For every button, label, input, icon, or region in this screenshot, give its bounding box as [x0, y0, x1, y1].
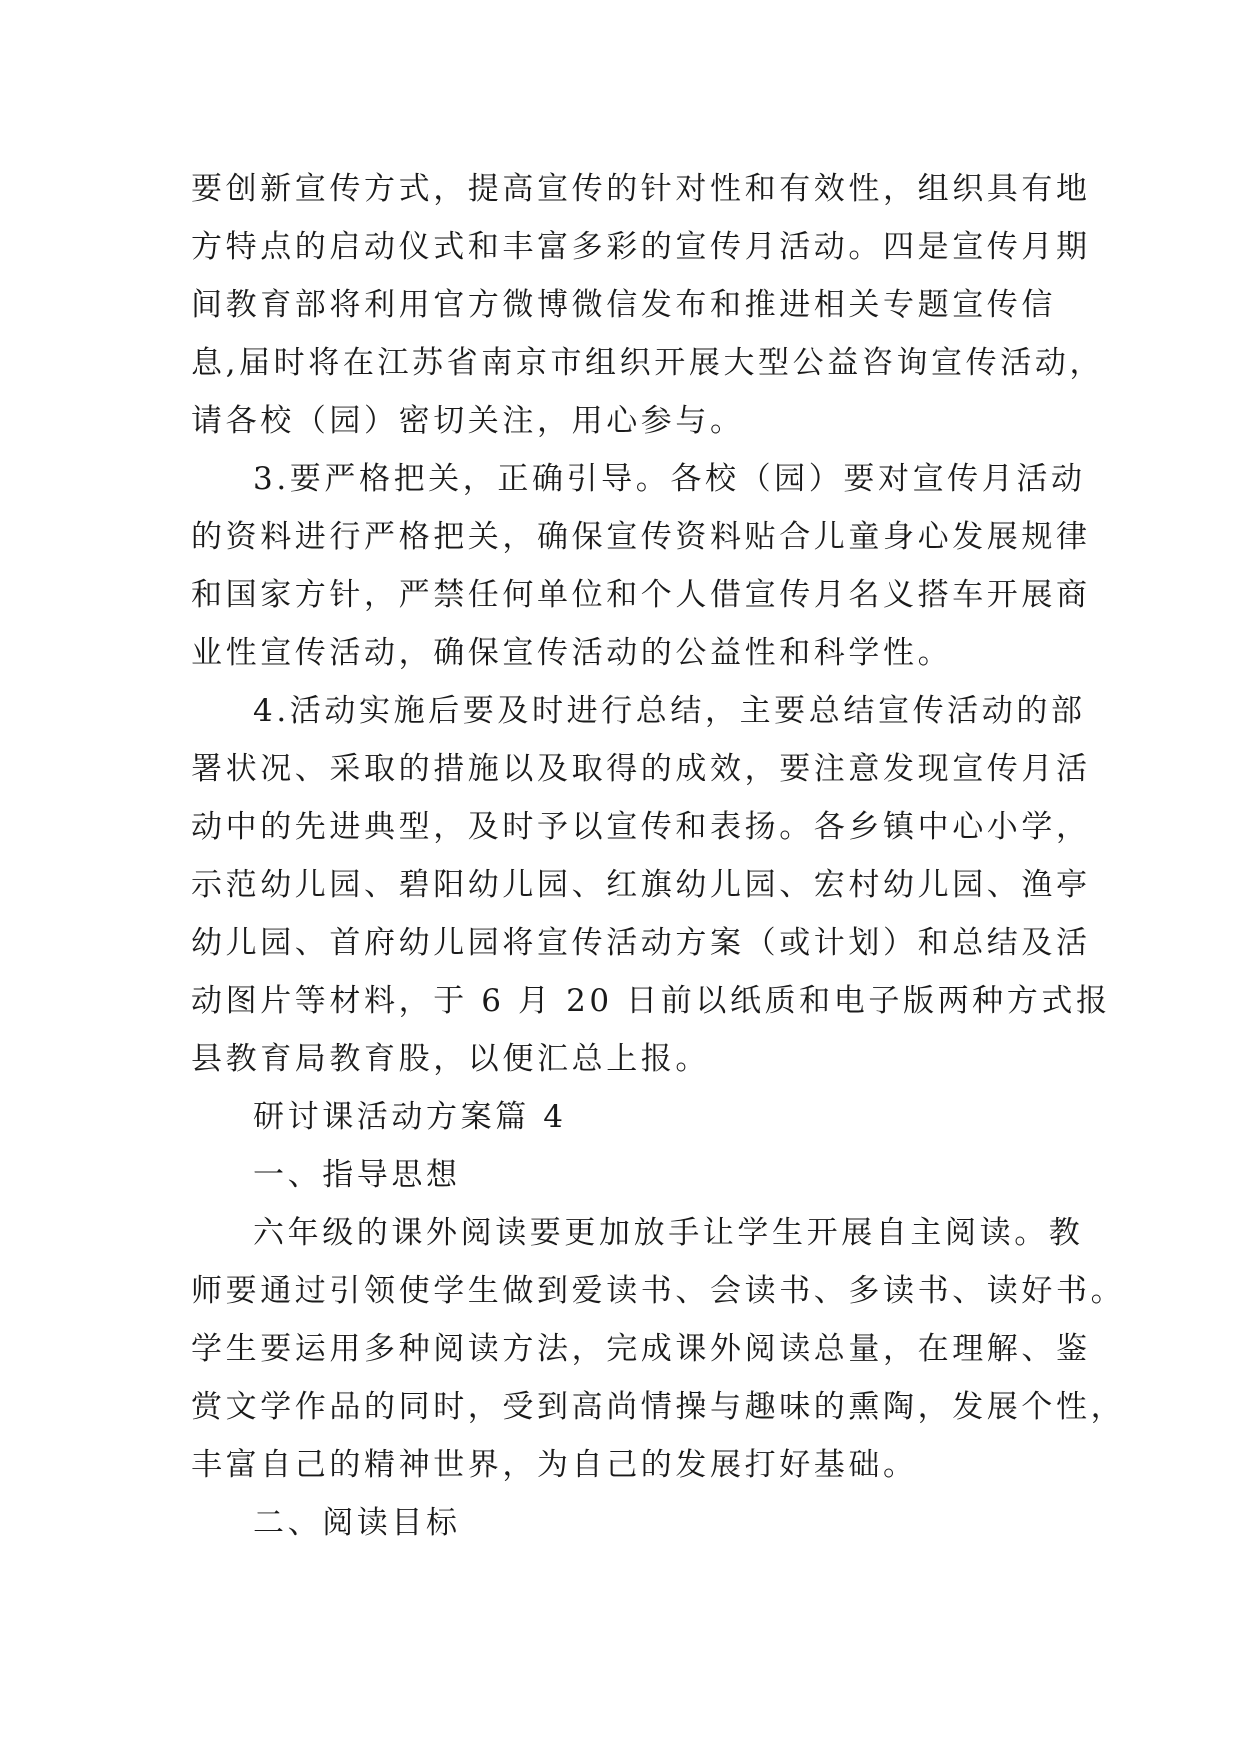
- text-line: 方特点的启动仪式和丰富多彩的宣传月活动。四是宣传月期: [191, 229, 1091, 265]
- text-line: 间教育部将利用官方微博微信发布和推进相关专题宣传信: [191, 287, 1056, 323]
- text-line: 和国家方针，严禁任何单位和个人借宣传月名义搭车开展商: [191, 577, 1091, 613]
- text-line: 动中的先进典型，及时予以宣传和表扬。各乡镇中心小学，: [191, 809, 1091, 845]
- paragraph-start-line: 3.要严格把关，正确引导。各校（园）要对宣传月活动: [253, 461, 1086, 497]
- text-line: 署状况、采取的措施以及取得的成效，要注意发现宣传月活: [191, 751, 1091, 787]
- document-body: [191, 160, 1126, 1552]
- section-heading: 一、指导思想: [253, 1157, 461, 1193]
- text-line: 赏文学作品的同时，受到高尚情操与趣味的熏陶，发展个性，: [191, 1389, 1126, 1425]
- paragraph-start-line: 六年级的课外阅读要更加放手让学生开展自主阅读。教: [253, 1215, 1084, 1251]
- text-line: 示范幼儿园、碧阳幼儿园、红旗幼儿园、宏村幼儿园、渔亭: [191, 867, 1091, 903]
- section-heading: 二、阅读目标: [253, 1505, 461, 1541]
- text-line: 息,届时将在江苏省南京市组织开展大型公益咨询宣传活动，: [191, 345, 1105, 381]
- text-line: 请各校（园）密切关注，用心参与。: [191, 403, 745, 439]
- paragraph-start-line: 4.活动实施后要及时进行总结，主要总结宣传活动的部: [253, 693, 1086, 729]
- text-line: 业性宣传活动，确保宣传活动的公益性和科学性。: [191, 635, 953, 671]
- text-line: 师要通过引领使学生做到爱读书、会读书、多读书、读好书。: [191, 1273, 1126, 1309]
- text-line: 动图片等材料，于 6 月 20 日前以纸质和电子版两种方式报: [191, 983, 1111, 1019]
- text-line: 学生要运用多种阅读方法，完成课外阅读总量，在理解、鉴: [191, 1331, 1091, 1367]
- text-line: 幼儿园、首府幼儿园将宣传活动方案（或计划）和总结及活: [191, 925, 1091, 961]
- section-title: 研讨课活动方案篇 4: [253, 1099, 567, 1135]
- text-line: 丰富自己的精神世界，为自己的发展打好基础。: [191, 1447, 918, 1483]
- text-line: 要创新宣传方式，提高宣传的针对性和有效性，组织具有地: [191, 171, 1091, 207]
- text-line: 的资料进行严格把关，确保宣传资料贴合儿童身心发展规律: [191, 519, 1091, 555]
- text-line: 县教育局教育股，以便汇总上报。: [191, 1041, 710, 1077]
